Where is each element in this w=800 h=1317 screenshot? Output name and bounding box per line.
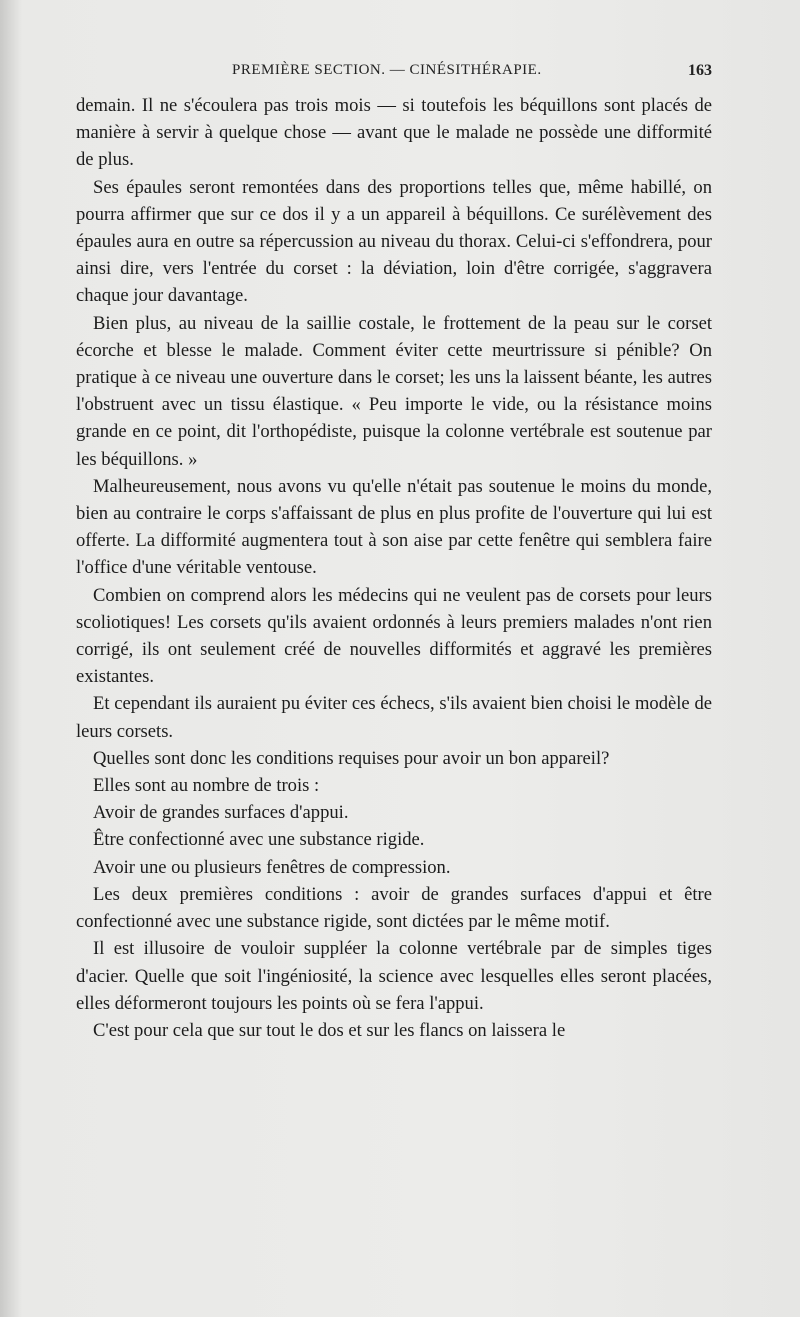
paragraph: Il est illusoire de vouloir suppléer la colonne vertébrale par de simples tiges d'acier. Quelle que soit l'ingéniosité, la science avec lesquelles elles seront placées, elles déformeront toujours les points où se fera l'appui. — [76, 938, 712, 1014]
paragraph: demain. Il ne s'écoulera pas trois mois — si toutefois les béquillons sont placés de manière à servir à quelque chose — avant que le malade ne possède une difformité de plus. — [76, 95, 712, 171]
paragraph: Malheureusement, nous avons vu qu'elle n'était pas soutenue le moins du monde, bien au contraire le corps s'affaissant de plus en plus profite de l'ouverture qui lui est offerte. La difformité augmentera tout à son aise par cette fenêtre qui semblera faire l'office d'une véritable ventouse. — [76, 475, 712, 579]
paragraph: Elles sont au nombre de trois : — [93, 775, 320, 797]
list-item: Avoir de grandes surfaces d'appui. — [93, 802, 349, 824]
page-header — [76, 62, 712, 86]
paragraph: Quelles sont donc les conditions requises pour avoir un bon appareil? — [93, 747, 610, 769]
paragraph: Ses épaules seront remontées dans des proportions telles que, même habillé, on pourra affirmer que sur ce dos il y a un appareil à béquillons. Ce surélèvement des épaules aura en outre sa répercussion au niveau du thorax. Celui-ci s'effondrera, pour ainsi dire, vers l'entrée du corset : la déviation, loin d'être corrigée, s'aggravera chaque jour davantage. — [76, 176, 712, 307]
paragraph: Bien plus, au niveau de la saillie costale, le frottement de la peau sur le corset écorche et blesse le malade. Comment éviter cette meurtrissure si pénible? On pratique à ce niveau une ouverture dans le corset; les uns la laissent béante, les autres l'obstruent avec un tissu élastique. « Peu importe le vide, ou la résistance moins grande en ce point, dit l'orthopédiste, puisque la colonne vertébrale est soutenue par les béquillons. » — [76, 312, 712, 470]
list-item: Être confectionné avec une substance rigide. — [93, 829, 425, 851]
paragraph: Combien on comprend alors les médecins qui ne veulent pas de corsets pour leurs scoliotiques! Les corsets qu'ils avaient ordonnés à leurs premiers malades n'ont rien corrigé, ils ont seulement créé de nouvelles difformités et aggravé les premières existantes. — [76, 584, 712, 688]
page-number: 163 — [688, 62, 712, 79]
paragraph: Et cependant ils auraient pu éviter ces échecs, s'ils avaient bien choisi le modèle de leurs corsets. — [76, 693, 712, 742]
list-item: Avoir une ou plusieurs fenêtres de compression. — [93, 856, 451, 878]
running-head: PREMIÈRE SECTION. — CINÉSITHÉRAPIE. — [232, 62, 542, 78]
page-body — [76, 92, 712, 1044]
paragraph: Les deux premières conditions : avoir de grandes surfaces d'appui et être confectionné avec une substance rigide, sont dictées par le même motif. — [76, 883, 712, 933]
paragraph: C'est pour cela que sur tout le dos et sur les flancs on laissera le — [93, 1019, 566, 1041]
